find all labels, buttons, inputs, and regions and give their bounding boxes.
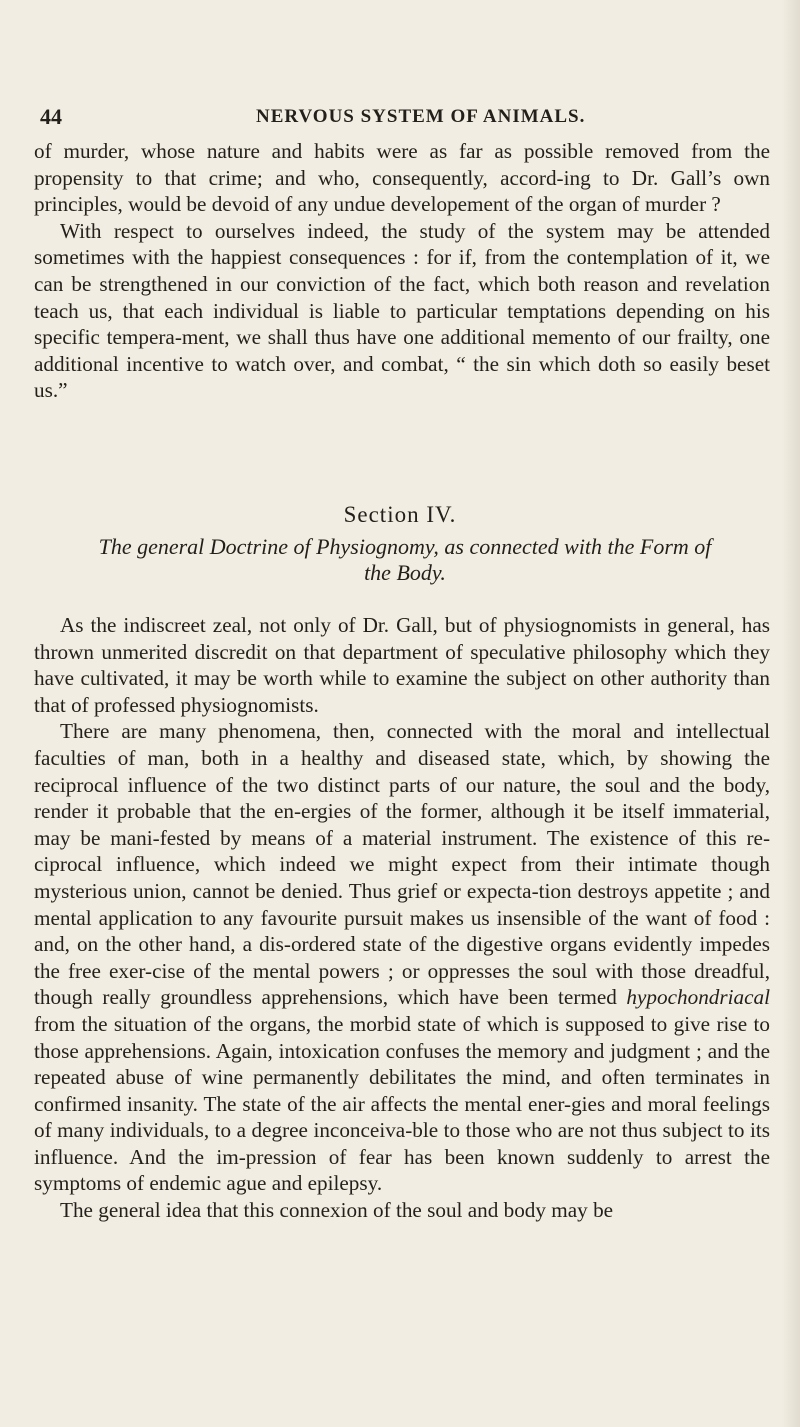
page-edge-shadow (782, 0, 800, 1427)
paragraph: of murder, whose nature and habits were as far as possible removed from the propensity to that crime; and who, consequently, accord-ing to Dr. Gall’s own principles, would be devoid of any undue developement of the organ of murder ? (34, 139, 770, 217)
italic-term: hypochondriacal (626, 985, 770, 1010)
paragraph-text: There are many phenomena, then, connected with the moral and intellectual faculties of man, both in a healthy and diseased state, which, by showing the reciprocal influence of the two distinct parts of our nature, the soul and the body, render it probable that the en-ergies of the former, although it be itself immaterial, may be mani-fested by means of a material instrument. The existence of this re-ciprocal influence, which indeed we might expect from their intimate though mysterious union, cannot be denied. Thus grief or expecta-tion destroys appetite ; and mental application to any favourite pursuit makes us insensible of the want of food : and, on the other hand, a dis-ordered state of the digestive organs evidently impedes the free exer-cise of the mental powers ; or oppresses the soul with those dreadful, though really groundless apprehensions, which have been termed (34, 719, 770, 1010)
paragraph: With respect to ourselves indeed, the study of the system may be attended sometimes with the happiest consequences : for if, from the contemplation of it, we can be strengthened in our conviction of the fact, which both reason and revelation teach us, that each individual is liable to particular temptations depending on his specific tempera-ment, we shall thus have one additional memento of our frailty, one additional incentive to watch over, and combat, “ the sin which doth so easily beset us.” (34, 218, 770, 403)
section-title (40, 534, 770, 586)
paragraph-text: from the situation of the organs, the morbid state of which is supposed to give rise to those apprehensions. Again, intoxication confuses the memory and judgment ; and the repeated abuse of wine permanently debilitates the mind, and often terminates in confirmed insanity. The state of the air affects the mental ener-gies and moral feelings of many individuals, to a degree inconceiva-ble to those who are not thus subject to its influence. And the im-pression of fear has been known suddenly to arrest the symptoms of endemic ague and epilepsy. (34, 1011, 770, 1196)
section-heading: Section IV. (343, 502, 457, 527)
body-text-top (34, 138, 770, 404)
paragraph: As the indiscreet zeal, not only of Dr. Gall, but of physiognomists in general, has thrown unmerited discredit on that department of speculative philosophy which they have cultivated, it may be worth while to examine the subject on other authority than that of professed physiognomists. (34, 613, 770, 717)
body-text-bottom (34, 612, 770, 1224)
paragraph: The general idea that this connexion of the soul and body may be (60, 1198, 614, 1223)
running-head: NERVOUS SYSTEM OF ANIMALS. (256, 106, 586, 127)
section-title-line: the Body. (364, 560, 446, 585)
section-title-line: The general Doctrine of Physiognomy, as connected with the Form of (98, 534, 712, 559)
paragraph (34, 718, 770, 1197)
page-header (40, 104, 770, 132)
page-number: 44 (40, 104, 62, 129)
